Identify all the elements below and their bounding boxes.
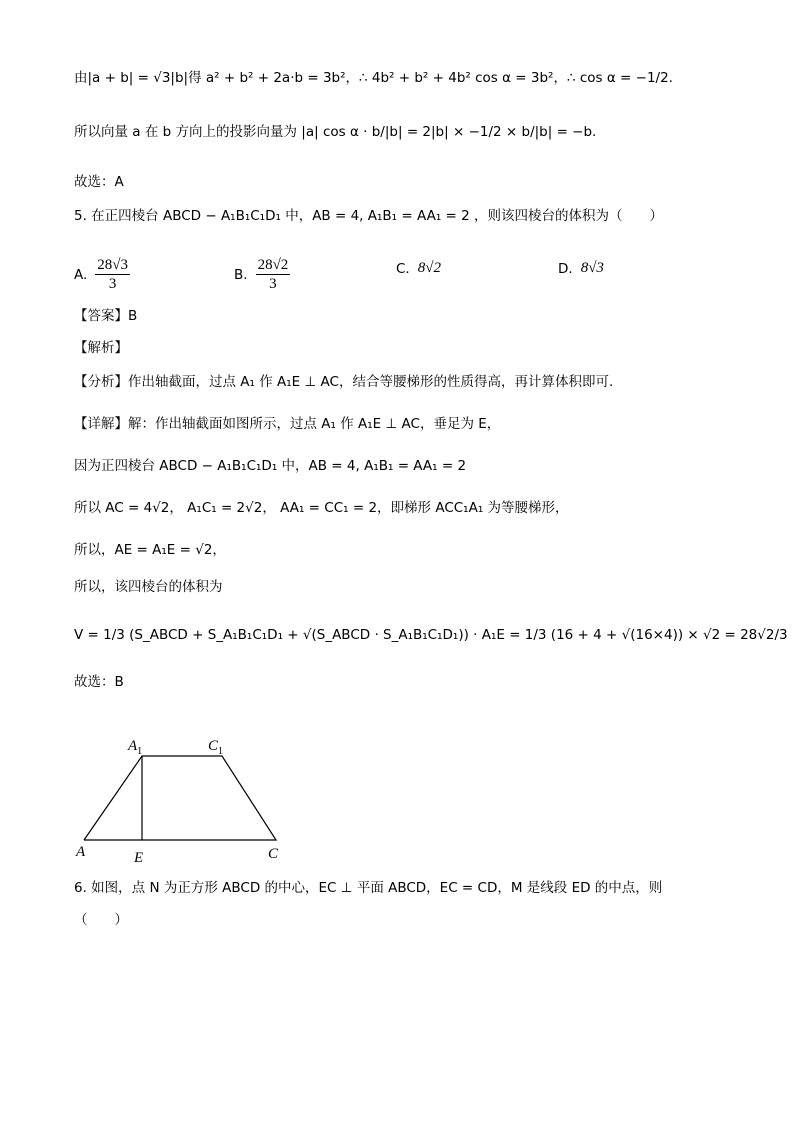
so-line-3: 所以，该四棱台的体积为 <box>74 579 223 595</box>
label-c1: $C_1$ <box>208 738 224 757</box>
because-line: 因为正四棱台 ABCD − A₁B₁C₁D₁ 中，AB = 4, A₁B₁ = AA₁ = 2 <box>74 458 467 474</box>
option-d-value: 8√3 <box>580 260 604 276</box>
label-e: E <box>134 850 144 866</box>
so-line-1: 所以 AC = 4√2， A₁C₁ = 2√2， AA₁ = CC₁ = 2，即梯形 ACC₁A₁ 为等腰梯形， <box>74 500 569 516</box>
q5-stem: 5. 在正四棱台 ABCD − A₁B₁C₁D₁ 中，AB = 4, A₁B₁ = AA₁ = 2 ，则该四棱台的体积为（ ） <box>74 208 664 224</box>
option-c-value: 8√2 <box>417 260 441 276</box>
trapezoid-outline <box>84 756 276 840</box>
q4-derivation-line-2: 所以向量 a 在 b 方向上的投影向量为 |a| cos α · b/|b| = 2|b| × −1/2 × b/|b| = −b. <box>74 124 597 140</box>
fenxi-line: 【分析】作出轴截面，过点 A₁ 作 A₁E ⊥ AC，结合等腰梯形的性质得高，再计算体积即可. <box>74 374 614 390</box>
option-a-denominator: 3 <box>108 276 117 292</box>
so-line-2: 所以，AE = A₁E = √2， <box>74 542 226 558</box>
xiangjie-line: 【详解】解：作出轴截面如图所示，过点 A₁ 作 A₁E ⊥ AC，垂足为 E， <box>74 416 501 432</box>
option-d-label: D. <box>558 260 573 277</box>
option-d[interactable] <box>558 260 604 277</box>
option-b-numerator: 28√2 <box>257 257 289 273</box>
choose-line: 故选：B <box>74 674 124 690</box>
q4-answer-line: 故选：A <box>74 174 124 190</box>
option-a-fraction <box>95 256 130 293</box>
option-c[interactable] <box>396 260 441 277</box>
volume-formula: V = 1/3 (S_ABCD + S_A₁B₁C₁D₁ + √(S_ABCD · S_A₁B₁C₁D₁)) · A₁E = 1/3 (16 + 4 + √(16×4)) × √2 = 28√2/3 <box>74 627 788 643</box>
label-a: A <box>76 844 86 860</box>
option-a[interactable] <box>74 256 130 293</box>
option-b-fraction <box>256 256 291 293</box>
q6-stem: 6. 如图，点 N 为正方形 ABCD 的中心，EC ⊥ 平面 ABCD，EC = CD，M 是线段 ED 的中点，则 <box>74 880 663 896</box>
option-b-denominator: 3 <box>269 276 277 292</box>
trapezoid-figure <box>72 732 292 872</box>
option-b[interactable] <box>234 256 290 293</box>
answer-tag: 【答案】B <box>74 308 138 324</box>
analysis-tag: 【解析】 <box>74 340 128 356</box>
q4-derivation-line-1: 由|a + b| = √3|b|得 a² + b² + 2a·b = 3b²，∴ 4b² + b² + 4b² cos α = 3b²，∴ cos α = −1/2. <box>74 70 673 86</box>
option-b-label: B. <box>234 266 248 283</box>
label-a1: $A_1$ <box>128 738 143 757</box>
option-a-label: A. <box>74 266 88 283</box>
option-c-label: C. <box>396 260 410 277</box>
q6-paren: （ ） <box>74 912 128 928</box>
option-a-numerator: 28√3 <box>97 257 129 273</box>
label-c: C <box>268 846 279 862</box>
